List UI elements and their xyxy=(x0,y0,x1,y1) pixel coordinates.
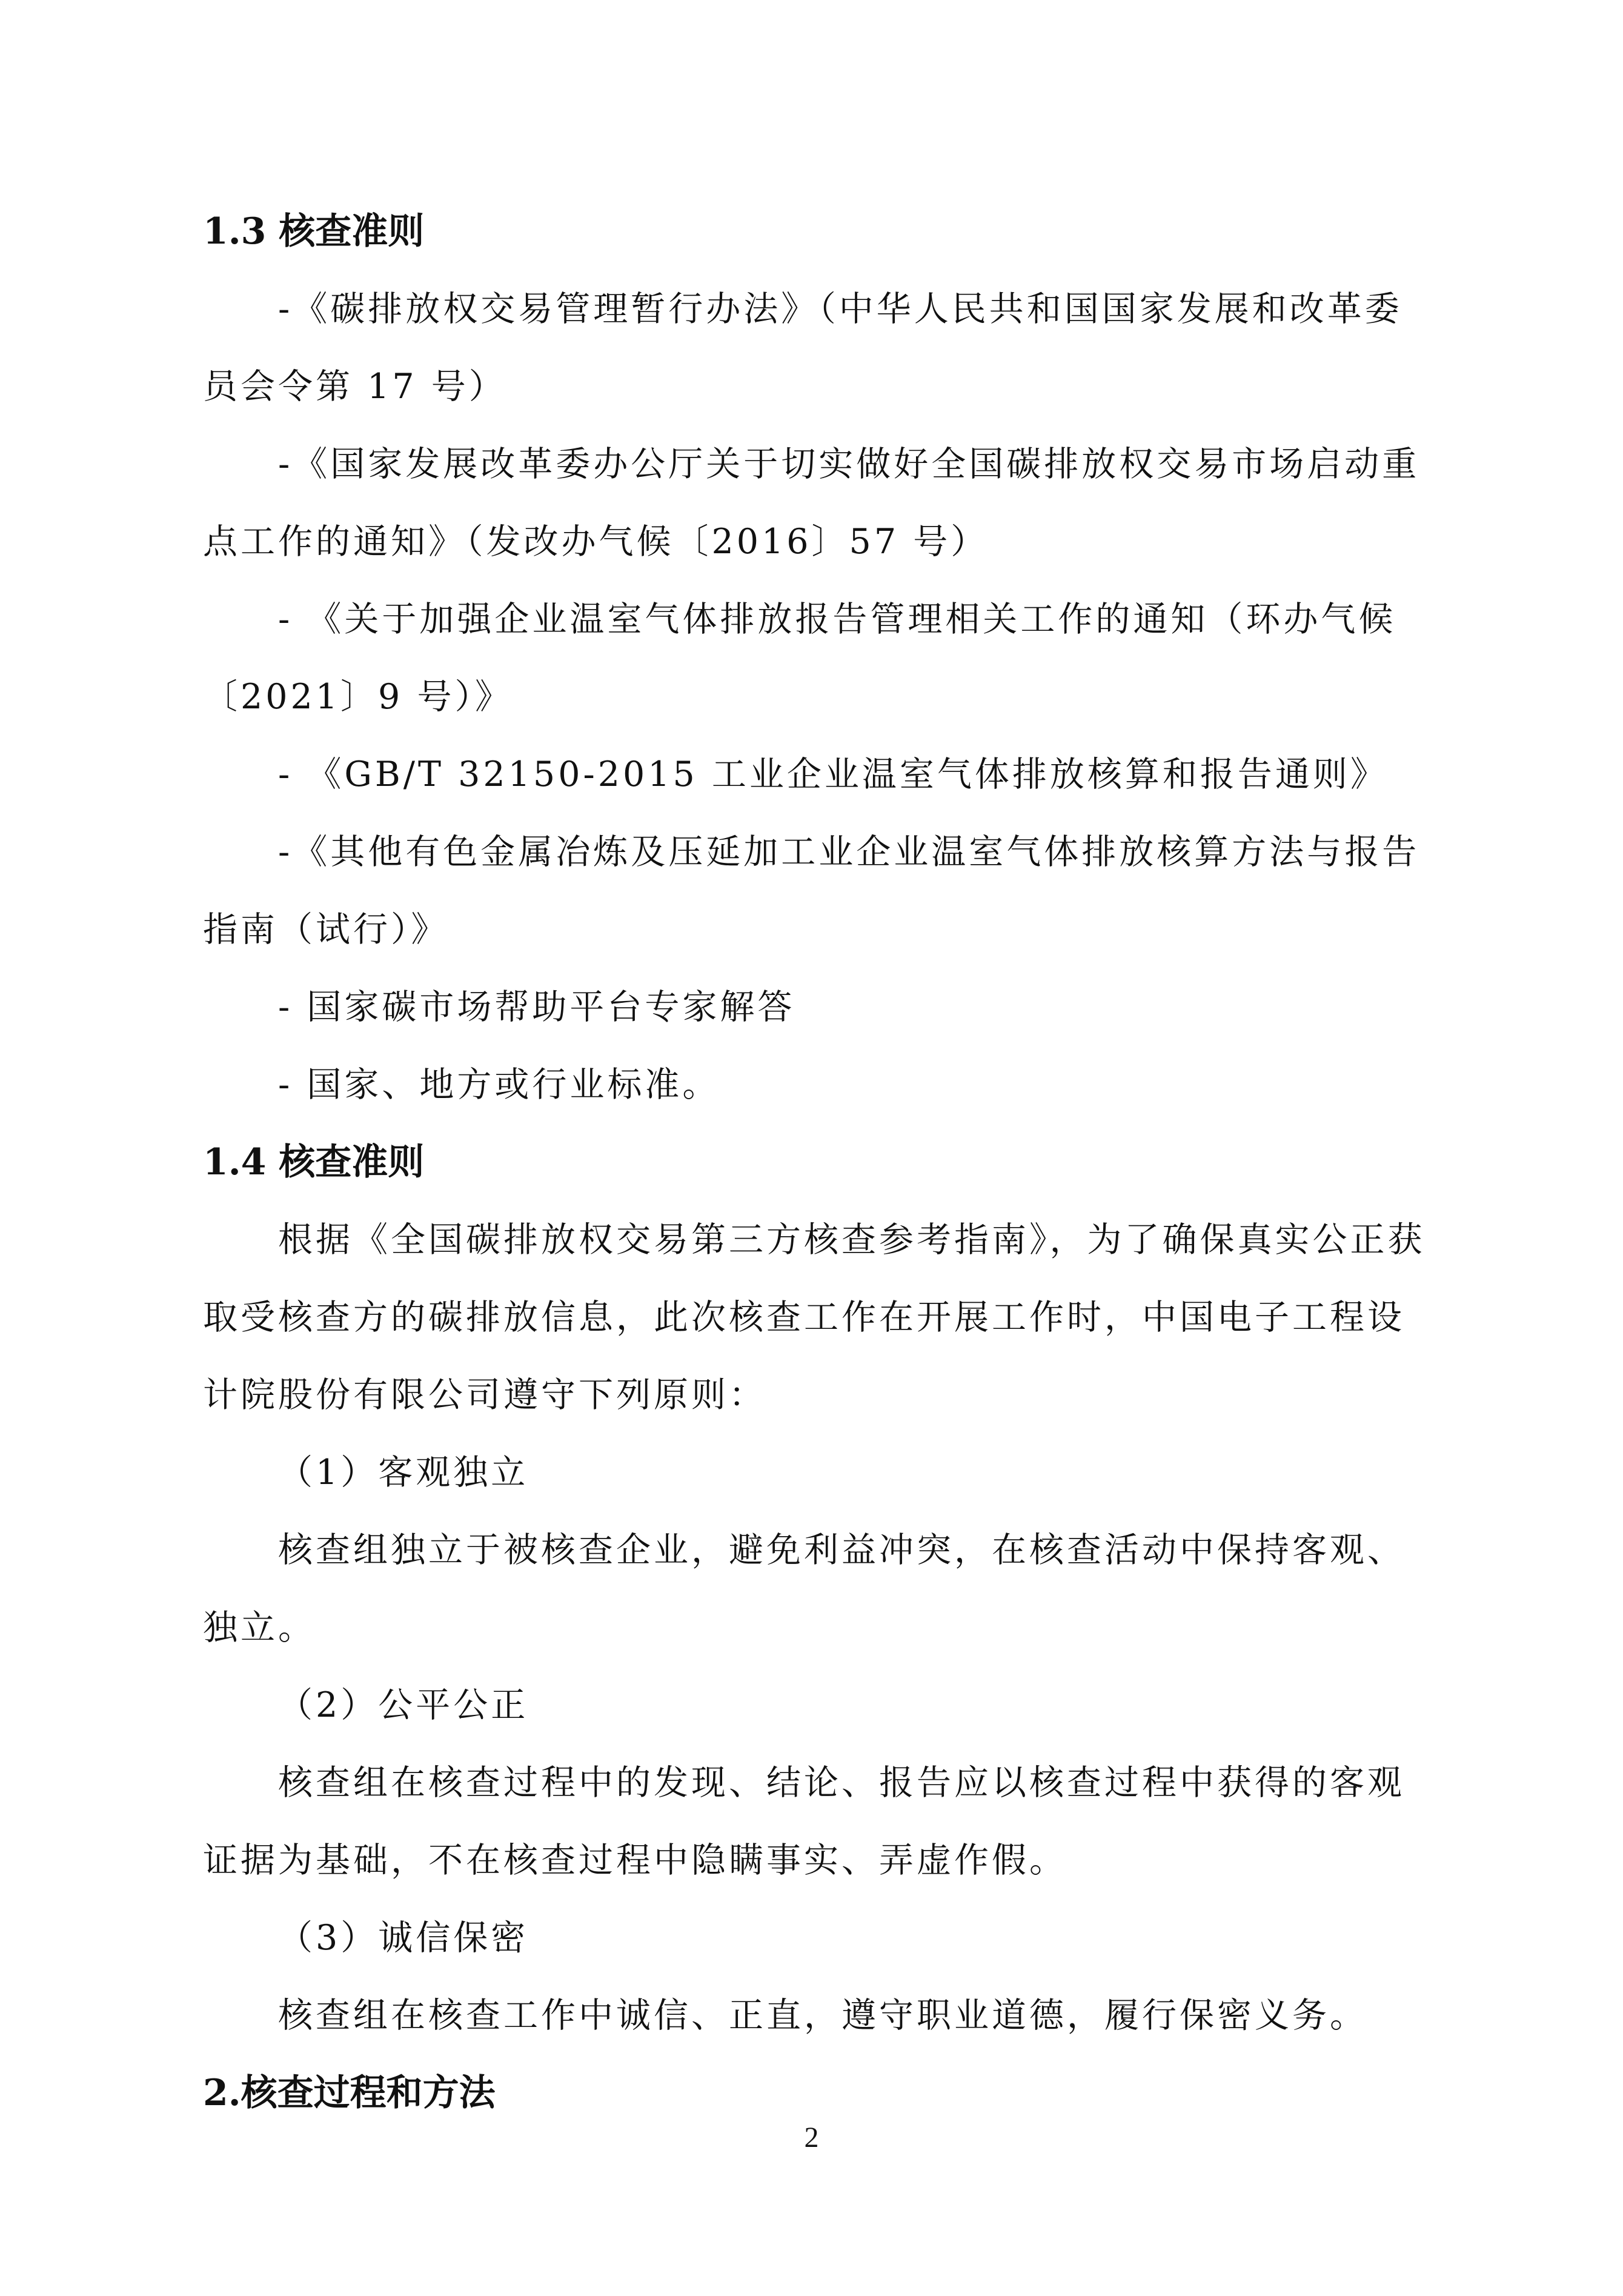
criteria-item: - 《关于加强企业温室气体排放报告管理相关工作的通知（环办气候〔2021〕9 号）》 xyxy=(203,599,1396,717)
section-1-3-heading: 1.3 核查准则 xyxy=(203,210,425,253)
section-2-heading: 2.核查过程和方法 xyxy=(203,2072,496,2114)
principle-text: 核查组独立于被核查企业，避免利益冲突，在核查活动中保持客观、独立。 xyxy=(203,1530,1405,1648)
principle-text: 核查组在核查过程中的发现、结论、报告应以核查过程中获得的客观证据为基础，不在核查过程中隐瞒事实、弄虚作假。 xyxy=(203,1763,1405,1880)
criteria-list xyxy=(203,270,1427,1123)
principle-title: （1）客观独立 xyxy=(278,1452,529,1492)
criteria-item: - 国家碳市场帮助平台专家解答 xyxy=(278,987,795,1027)
principle-title: （2）公平公正 xyxy=(278,1685,529,1725)
criteria-item: -《碳排放权交易管理暂行办法》（中华人民共和国国家发展和改革委员会令第 17 号） xyxy=(203,289,1402,407)
principle-title: （3）诚信保密 xyxy=(278,1918,529,1958)
criteria-item: -《其他有色金属冶炼及压延加工业企业温室气体排放核算方法与报告指南（试行）》 xyxy=(203,832,1420,950)
principle-block xyxy=(203,1899,1427,2054)
criteria-item: - 《GB/T 32150-2015 工业企业温室气体排放核算和报告通则》 xyxy=(278,754,1388,794)
criteria-item: -《国家发展改革委办公厅关于切实做好全国碳排放权交易市场启动重点工作的通知》（发改办气候〔2016〕57 号） xyxy=(203,444,1420,562)
principle-text: 核查组在核查工作中诚信、正直，遵守职业道德，履行保密义务。 xyxy=(278,1995,1367,2035)
section-1-4-heading: 1.4 核查准则 xyxy=(203,1141,425,1183)
principle-block xyxy=(203,1434,1427,1666)
criteria-item: - 国家、地方或行业标准。 xyxy=(278,1065,720,1105)
section-1-4-intro: 根据《全国碳排放权交易第三方核查参考指南》，为了确保真实公正获取受核查方的碳排放信息，此次核查工作在开展工作时，中国电子工程设计院股份有限公司遵守下列原则： xyxy=(203,1220,1426,1415)
document-body xyxy=(203,193,1427,2132)
principle-block xyxy=(203,1666,1427,1899)
page-number: 2 xyxy=(804,2121,819,2154)
